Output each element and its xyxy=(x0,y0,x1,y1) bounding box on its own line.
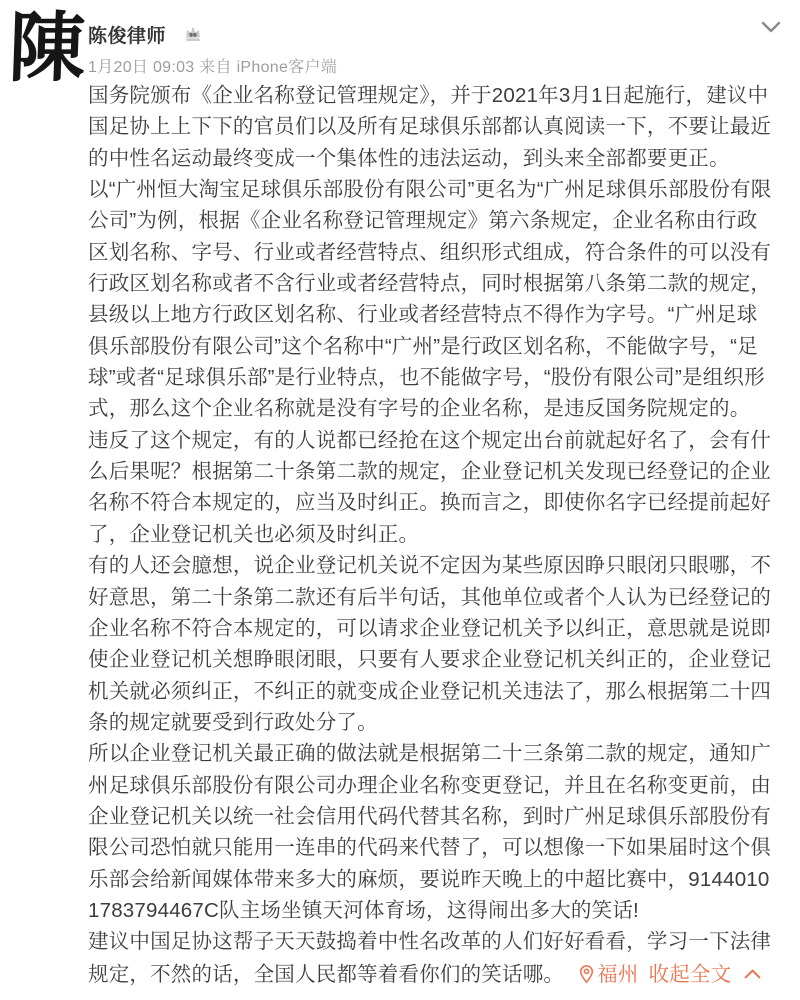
avatar-character: 陳 xyxy=(7,3,87,92)
post-content xyxy=(88,80,772,993)
post-paragraph-last xyxy=(88,926,772,993)
author-name[interactable]: 陈俊律师 xyxy=(88,26,167,47)
vip-crown-icon xyxy=(183,24,203,44)
chevron-up-icon[interactable] xyxy=(743,958,762,989)
post-tail-links xyxy=(578,963,762,986)
post-paragraph: 以“广州恒大淘宝足球俱乐部股份有限公司”更名为“广州足球俱乐部股份有限公司”为例，根据《企业名称登记管理规定》第六条规定，企业名称由行政区划名称、字号、行业或者经营特点、组织形式组成，符合条件的可以没有行政区划名称或者不含行业或者经营特点，同时根据第八条第二款的规定，县级以上地方行政区划名称、行业或者经营特点不得作为字号。“广州足球俱乐部股份有限公司”这个名称中“广州”是行政区划名称，不能做字号，“足球”或者“足球俱乐部”是行业特点，也不能做字号，“股份有限公司”是组织形式，那么这个企业名称就是没有字号的企业名称，是违反国务院规定的。 xyxy=(88,178,772,421)
post-paragraph-text: 建议中国足协这帮子天天鼓捣着中性名改革的人们好好看看，学习一下法律规定，不然的话，全国人民都等着看你们的笑话哪。 xyxy=(88,930,772,986)
post-paragraph: 有的人还会臆想，说企业登记机关说不定因为某些原因睁只眼闭只眼哪，不好意思，第二十条第二款还有后半句话，其他单位或者个人认为已经登记的企业名称不符合本规定的，可以请求企业登记机关予以纠正，意思就是说即使企业登记机关想睁眼闭眼，只要有人要求企业登记机关纠正的，企业登记机关就必须纠正，不纠正的就变成企业登记机关违法了，那么根据第二十四条的规定就要受到行政处分了。 xyxy=(88,554,772,734)
location-link[interactable]: 福州 xyxy=(597,962,639,986)
post-paragraph: 所以企业登记机关最正确的做法就是根据第二十三条第二款的规定，通知广州足球俱乐部股份有限公司办理企业名称变更登记，并且在名称变更前，由企业登记机关以统一社会信用代码代替其名称，到时广州足球俱乐部股份有限公司恐怕就只能用一连串的代码来代替了，可以想像一下如果届时这个俱乐部会给新闻媒体带来多大的麻烦，要说昨天晚上的中超比赛中，91440101783794467C队主场坐镇天河体育场，这得闹出多大的笑话! xyxy=(88,742,772,922)
location-pin-icon xyxy=(578,962,595,993)
post-paragraph: 违反了这个规定，有的人说都已经抢在这个规定出台前就起好名了，会有什么后果呢？根据第二十条第二款的规定，企业登记机关发现已经登记的企业名称不符合本规定的，应当及时纠正。换而言之，即使你名字已经提前起好了，企业登记机关也必须及时纠正。 xyxy=(88,428,772,546)
post-paragraph: 国务院颁布《企业名称登记管理规定》，并于2021年3月1日起施行，建议中国足协上上下下的官员们以及所有足球俱乐部都认真阅读一下，不要让最近的中性名运动最终变成一个集体性的违法运动，到头来全部都要更正。 xyxy=(88,84,772,170)
post-meta: 1月20日 09:03 来自 iPhone客户端 xyxy=(88,59,338,76)
collapse-full-text-link[interactable]: 收起全文 xyxy=(648,962,732,986)
avatar[interactable] xyxy=(8,4,86,92)
post-menu-chevron-down-icon[interactable] xyxy=(758,16,784,38)
